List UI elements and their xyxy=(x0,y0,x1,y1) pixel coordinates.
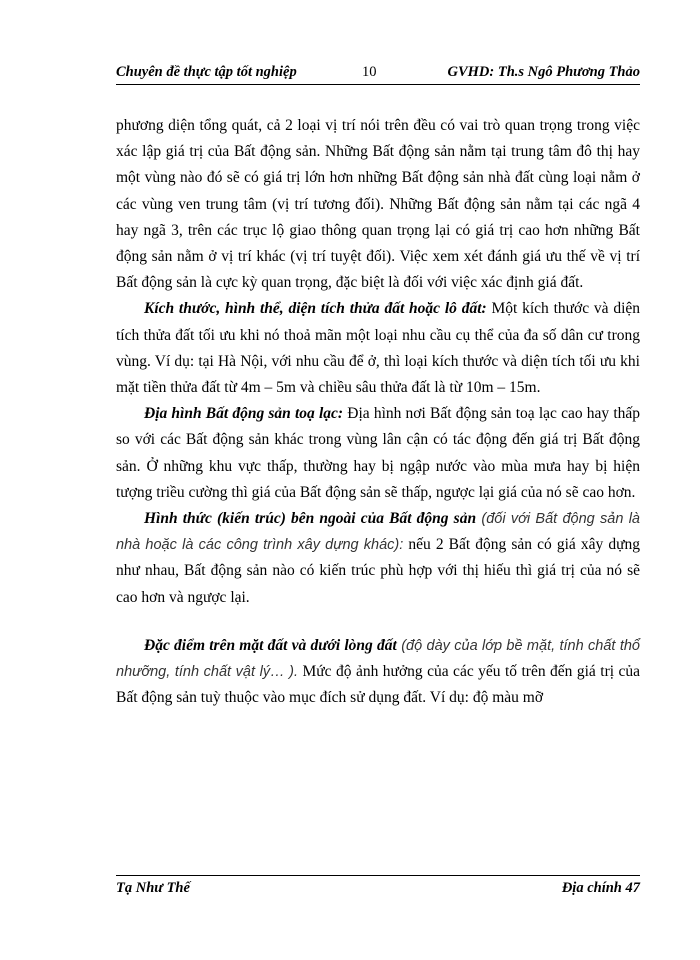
paragraph-spacer xyxy=(116,611,640,633)
header-page-number: 10 xyxy=(362,64,377,80)
footer-author: Tạ Như Thế xyxy=(116,880,190,896)
paragraph-architecture-text: nếu 2 Bất động sản có giá xây dựng như nhau, Bất động sản nào có kiến trúc phù hợp với thị hiếu thì giá trị của nó sẽ cao hơn và ngược lại. xyxy=(116,536,640,606)
paragraph-architecture xyxy=(116,506,640,611)
paragraph-soil-note: (độ dày của lớp bề mặt, tính chất thổ nhưỡng, tính chất vật lý… ). xyxy=(116,637,640,681)
paragraph-location: phương diện tổng quát, cả 2 loại vị trí nói trên đều có vai trò quan trọng trong việc xác lập giá trị của Bất động sản. Những Bất động sản nằm tại trung tâm đô thị hay một vùng nào đó sẽ có giá trị lớn hơn những Bất động sản nhà đất cùng loại nằm ở các vùng ven trung tâm (vị trí tương đối). Những Bất động sản nằm tại các ngã 4 hay ngã 3, trên các trục lộ giao thông quan trọng lại có giá trị cao hơn những Bất động sản nằm ở vị trí khác (vị trí tuyệt đối). Việc xem xét đánh giá ưu thế về vị trí Bất động sản là cực kỳ quan trọng, đặc biệt là đối với việc xác định giá đất. xyxy=(116,117,640,292)
page-footer xyxy=(116,880,640,902)
paragraph-soil xyxy=(116,633,640,712)
page-header xyxy=(116,64,640,86)
paragraph-size-shape xyxy=(116,296,640,401)
paragraph-terrain-label: Địa hình Bất động sản toạ lạc: xyxy=(144,405,344,423)
header-rule xyxy=(116,84,640,85)
paragraph-terrain xyxy=(116,401,640,506)
header-supervisor: GVHD: Th.s Ngô Phương Thảo xyxy=(447,64,640,80)
paragraph-architecture-note: (đối với Bất động sản là nhà hoặc là các công trình xây dựng khác): xyxy=(116,511,640,554)
page-body xyxy=(116,113,640,711)
paragraph-size-shape-text: Một kích thước và diện tích thửa đất tối ưu khi nó thoả mãn một loại nhu cầu cụ thể của đa số dân cư trong vùng. Ví dụ: tại Hà Nội, với nhu cầu để ở, thì loại kích thước và diện tích tối ưu khi mặt tiền thửa đất từ 4m – 5m và chiều sâu thửa đất là từ 10m – 15m. xyxy=(116,300,641,397)
footer-class: Địa chính 47 xyxy=(561,880,640,896)
paragraph-architecture-label: Hình thức (kiến trúc) bên ngoài của Bất động sản xyxy=(144,510,477,528)
footer-rule xyxy=(116,875,640,876)
header-document-title: Chuyên đề thực tập tốt nghiệp xyxy=(116,64,297,80)
paragraph-terrain-text: Địa hình nơi Bất động sản toạ lạc cao hay thấp so với các Bất động sản khác trong vùng lân cận có tác động đến giá trị Bất động sản. Ở những khu vực thấp, thường hay bị ngập nước vào mùa mưa hay bị hiện tượng triều cường thì giá của Bất động sản sẽ thấp, ngược lại giá của nó sẽ cao hơn. xyxy=(116,405,641,501)
paragraph-soil-text: Mức độ ảnh hưởng của các yếu tố trên đến giá trị của Bất động sản tuỳ thuộc vào mục đích sử dụng đất. Ví dụ: độ màu mỡ xyxy=(116,663,640,707)
paragraph-size-shape-label: Kích thước, hình thể, diện tích thửa đất hoặc lô đất: xyxy=(144,300,487,318)
paragraph-soil-label: Đặc điểm trên mặt đất và dưới lòng đất xyxy=(144,636,397,654)
